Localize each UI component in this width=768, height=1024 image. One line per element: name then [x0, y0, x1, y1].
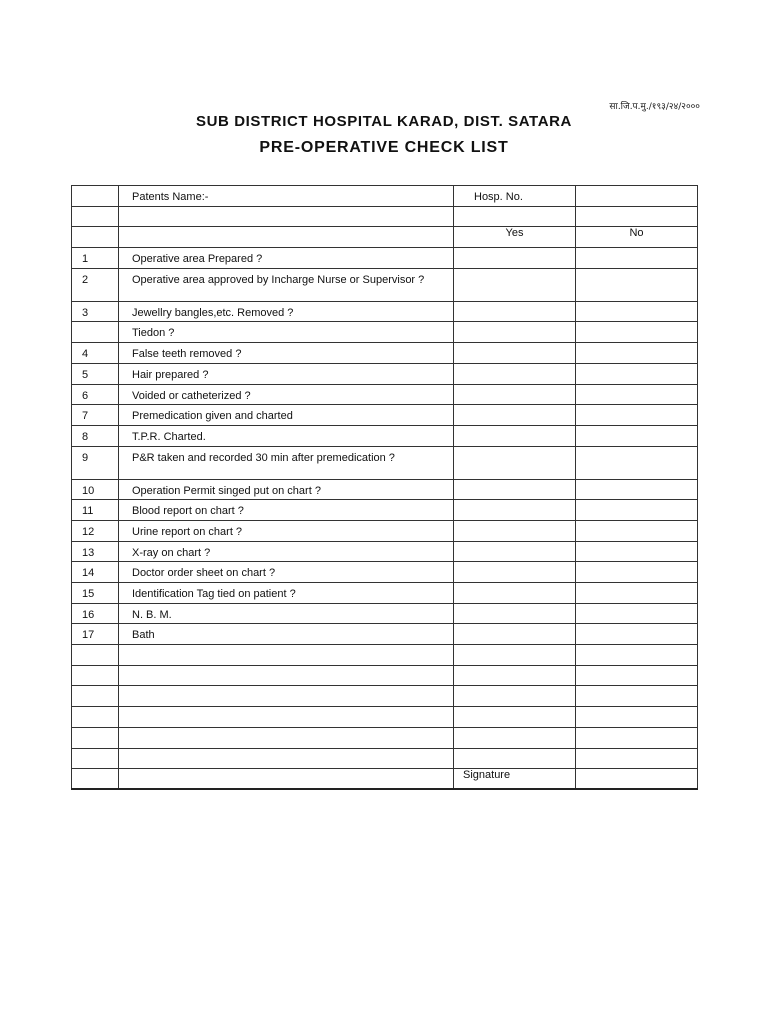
checklist-row	[72, 405, 698, 426]
item-number: 17	[72, 624, 119, 645]
no-checkbox-cell[interactable]	[576, 479, 698, 500]
blank-cell	[454, 686, 576, 707]
checklist-row	[72, 541, 698, 562]
blank-cell	[576, 727, 698, 748]
blank-cell	[454, 665, 576, 686]
blank-cell	[72, 707, 119, 728]
blank-cell	[576, 707, 698, 728]
blank-cell	[454, 206, 576, 227]
no-checkbox-cell[interactable]	[576, 384, 698, 405]
no-checkbox-cell[interactable]	[576, 425, 698, 446]
item-number	[72, 322, 119, 343]
no-checkbox-cell[interactable]	[576, 363, 698, 384]
item-number: 14	[72, 562, 119, 583]
signature-label: Signature	[454, 769, 576, 790]
item-text: Premedication given and charted	[119, 405, 454, 426]
item-text: T.P.R. Charted.	[119, 425, 454, 446]
blank-row	[72, 748, 698, 769]
checklist-row	[72, 520, 698, 541]
no-checkbox-cell[interactable]	[576, 500, 698, 521]
yes-checkbox-cell[interactable]	[454, 268, 576, 301]
item-text: Operative area Prepared ?	[119, 248, 454, 269]
blank-cell	[72, 686, 119, 707]
yes-checkbox-cell[interactable]	[454, 301, 576, 322]
blank-row	[72, 686, 698, 707]
no-checkbox-cell[interactable]	[576, 603, 698, 624]
yes-checkbox-cell[interactable]	[454, 446, 576, 479]
blank-cell	[454, 748, 576, 769]
checklist-row	[72, 384, 698, 405]
no-checkbox-cell[interactable]	[576, 405, 698, 426]
yes-checkbox-cell[interactable]	[454, 541, 576, 562]
item-text: Urine report on chart ?	[119, 520, 454, 541]
signature-row	[72, 769, 698, 790]
checklist-row	[72, 583, 698, 604]
yes-checkbox-cell[interactable]	[454, 363, 576, 384]
no-checkbox-cell[interactable]	[576, 624, 698, 645]
patient-row	[72, 186, 698, 207]
item-text: Voided or catheterized ?	[119, 384, 454, 405]
item-text: Jewellry bangles,etc. Removed ?	[119, 301, 454, 322]
blank-cell	[72, 748, 119, 769]
checklist-row	[72, 446, 698, 479]
yes-checkbox-cell[interactable]	[454, 384, 576, 405]
blank-cell	[72, 645, 119, 666]
no-checkbox-cell[interactable]	[576, 541, 698, 562]
item-number: 16	[72, 603, 119, 624]
patient-name-label: Patents Name:-	[119, 186, 454, 207]
no-checkbox-cell[interactable]	[576, 248, 698, 269]
item-number: 5	[72, 363, 119, 384]
hosp-no-field[interactable]	[576, 186, 698, 207]
checklist-row	[72, 268, 698, 301]
blank-cell	[72, 769, 119, 790]
item-number: 7	[72, 405, 119, 426]
checklist-row	[72, 603, 698, 624]
checklist-row	[72, 301, 698, 322]
yes-column-header: Yes	[454, 227, 576, 248]
item-number: 12	[72, 520, 119, 541]
checklist-table	[71, 185, 698, 790]
blank-cell	[119, 686, 454, 707]
form-code: सा.जि.प.मु./१९३/२४/२०००	[609, 102, 700, 112]
item-text: Tiedon ?	[119, 322, 454, 343]
item-text: Hair prepared ?	[119, 363, 454, 384]
blank-row	[72, 707, 698, 728]
no-checkbox-cell[interactable]	[576, 268, 698, 301]
blank-cell	[576, 748, 698, 769]
no-checkbox-cell[interactable]	[576, 583, 698, 604]
blank-cell	[454, 645, 576, 666]
blank-cell	[72, 186, 119, 207]
checklist-row	[72, 624, 698, 645]
hospital-name: SUB DISTRICT HOSPITAL KARAD, DIST. SATARA	[196, 113, 572, 130]
item-text: Doctor order sheet on chart ?	[119, 562, 454, 583]
checklist-row	[72, 562, 698, 583]
item-text: P&R taken and recorded 30 min after premedication ?	[119, 446, 454, 479]
item-number: 15	[72, 583, 119, 604]
item-number: 9	[72, 446, 119, 479]
item-number: 8	[72, 425, 119, 446]
item-number: 6	[72, 384, 119, 405]
no-checkbox-cell[interactable]	[576, 520, 698, 541]
blank-row	[72, 665, 698, 686]
item-text: Operation Permit singed put on chart ?	[119, 479, 454, 500]
blank-cell	[72, 727, 119, 748]
checklist-row	[72, 322, 698, 343]
item-number: 13	[72, 541, 119, 562]
item-text: N. B. M.	[119, 603, 454, 624]
item-number: 11	[72, 500, 119, 521]
no-column-header: No	[576, 227, 698, 248]
item-text: Bath	[119, 624, 454, 645]
blank-row	[72, 206, 698, 227]
checklist-row	[72, 425, 698, 446]
blank-cell	[576, 665, 698, 686]
blank-cell	[454, 727, 576, 748]
blank-cell	[119, 645, 454, 666]
item-number: 10	[72, 479, 119, 500]
item-text: Identification Tag tied on patient ?	[119, 583, 454, 604]
blank-cell	[576, 686, 698, 707]
blank-cell	[119, 748, 454, 769]
blank-cell	[119, 769, 454, 790]
blank-cell	[576, 645, 698, 666]
blank-cell	[119, 727, 454, 748]
yes-checkbox-cell[interactable]	[454, 520, 576, 541]
yes-checkbox-cell[interactable]	[454, 603, 576, 624]
blank-cell	[119, 665, 454, 686]
yes-checkbox-cell[interactable]	[454, 425, 576, 446]
item-number: 1	[72, 248, 119, 269]
blank-cell	[72, 206, 119, 227]
blank-row	[72, 645, 698, 666]
no-checkbox-cell[interactable]	[576, 446, 698, 479]
item-text: X-ray on chart ?	[119, 541, 454, 562]
page-title: PRE-OPERATIVE CHECK LIST	[259, 139, 509, 156]
yes-checkbox-cell[interactable]	[454, 343, 576, 364]
blank-cell	[119, 227, 454, 248]
hosp-no-label: Hosp. No.	[454, 186, 576, 207]
blank-row	[72, 727, 698, 748]
no-checkbox-cell[interactable]	[576, 343, 698, 364]
yes-checkbox-cell[interactable]	[454, 248, 576, 269]
no-checkbox-cell[interactable]	[576, 301, 698, 322]
blank-cell	[576, 206, 698, 227]
item-number: 2	[72, 268, 119, 301]
item-text: Blood report on chart ?	[119, 500, 454, 521]
no-checkbox-cell[interactable]	[576, 562, 698, 583]
item-number: 3	[72, 301, 119, 322]
item-text: Operative area approved by Incharge Nurse or Supervisor ?	[119, 268, 454, 301]
checklist-body	[72, 186, 698, 790]
item-text: False teeth removed ?	[119, 343, 454, 364]
blank-cell	[119, 707, 454, 728]
item-number: 4	[72, 343, 119, 364]
checklist-row	[72, 248, 698, 269]
yes-checkbox-cell[interactable]	[454, 479, 576, 500]
yes-checkbox-cell[interactable]	[454, 624, 576, 645]
yes-checkbox-cell[interactable]	[454, 562, 576, 583]
checklist-row	[72, 343, 698, 364]
blank-cell	[119, 206, 454, 227]
yes-checkbox-cell[interactable]	[454, 405, 576, 426]
no-checkbox-cell[interactable]	[576, 322, 698, 343]
blank-cell	[454, 707, 576, 728]
yes-checkbox-cell[interactable]	[454, 322, 576, 343]
checklist-row	[72, 363, 698, 384]
checklist-row	[72, 500, 698, 521]
checklist-row	[72, 479, 698, 500]
column-header-row	[72, 227, 698, 248]
yes-checkbox-cell[interactable]	[454, 500, 576, 521]
blank-cell	[72, 665, 119, 686]
yes-checkbox-cell[interactable]	[454, 583, 576, 604]
signature-field[interactable]	[576, 769, 698, 790]
blank-cell	[72, 227, 119, 248]
